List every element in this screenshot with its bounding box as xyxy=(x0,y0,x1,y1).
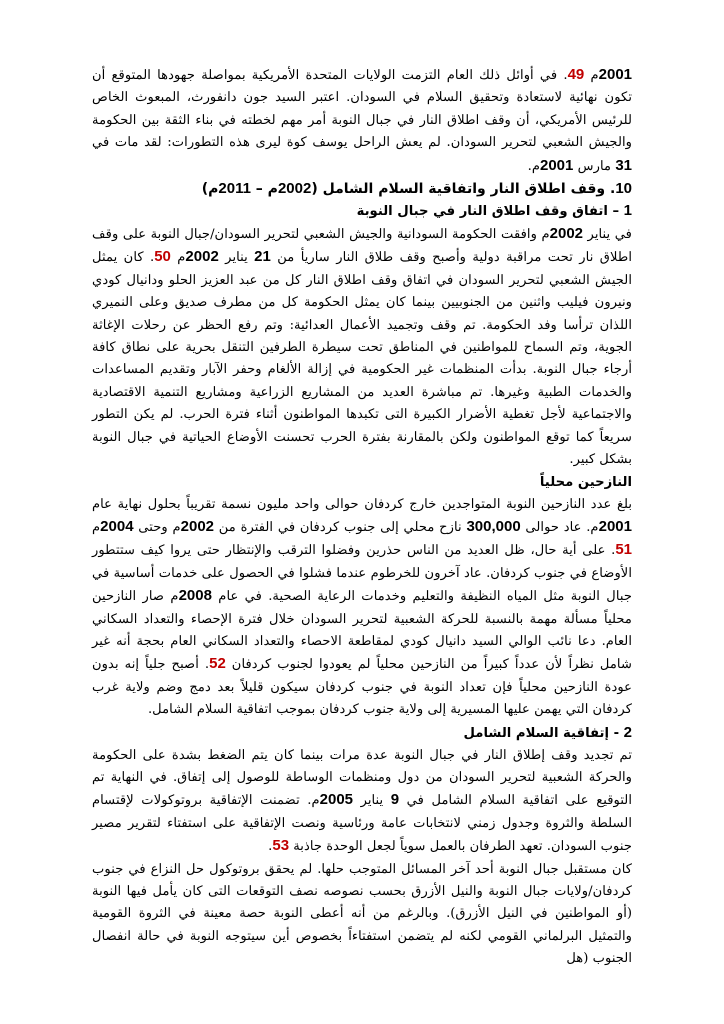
year: 2001 xyxy=(598,66,633,83)
section-heading-10: 10. وقف اطلاق النار واتفاقية السلام الشامل (2002م – 2011م) xyxy=(201,180,632,198)
displaced-paragraph: بلغ عدد النازحين النوبة المتواجدين خارج كردفان حوالى واحد مليون نسمة تقريباً بحلول نهاية عام 2001م. عاد حوالى 300,000 نازح محلي إلى جنوب كردفان في الفترة من 2002م وحتى 2004م 51. على أية حال، ظل العديد من الناس حذرين وفضلوا الترقب والإنتظار حتى يروا كيف ستتطور الأوضاع في جنوب كردفان. عاد آخرون للخرطوم عندما فشلوا في الحصول على خدمات أساسية في جبال النوبة مثل المياه النظيفة والتعليم وخدمات الرعاية الصحية. في عام 2008م صار النازحين محلياً مسألة مهمة بالنسبة للحركة الشعبية لتحرير السودان خلال فترة الإحصاء والتعداد السكاني العام. دعا نائب الوالي السيد دانيال كودي لمقاطعة الاحصاء والتعداد السكاني العام بحجة أنه غير شامل نظراً لأن عدداً كبيراً من النازحين محلياً لم يعودوا لجنوب كردفان 52. أصبح جلياً إنه بدون عودة النازحين محلياً فإن تعداد النوبة في جنوب كردفان سيكون قليلاً بعد دمج وضم ولاية غرب كردفان التي يهمن عليها المسيرية إلى ولاية جنوب كردفان بموجب اتفاقية السلام الشامل. xyxy=(92,496,632,718)
footnote-ref[interactable]: 52 xyxy=(209,655,226,673)
day: 31 xyxy=(615,156,632,174)
footnote-ref[interactable]: 49 xyxy=(567,66,585,83)
footnote-ref[interactable]: 51 xyxy=(615,541,632,559)
footnote-ref[interactable]: 50 xyxy=(154,248,171,266)
year: 2001 xyxy=(540,156,574,174)
cpa-paragraph: تم تجديد وقف إطلاق النار في جبال النوبة عدة مرات بينما كان يتم الضغط بشدة على الحكومة والحركة الشعبية لتحرير السودان من دول ومنظمات الوساطة للوصول إلى إتفاق. في النهاية تم التوقيع على اتفاقية السلام الشامل في 9 يناير 2005م. تضمنت الإتفاقية بروتوكولات لإقتسام السلطة والثروة وجدول زمني لانتخابات عامة ورئاسية ونصت الإتفاقية على استفتاء لتقرير مصير جنوب السودان. تعهد الطرفان بالعمل سوياً لجعل الوحدة جاذبة 53. xyxy=(92,747,632,855)
footnote-ref[interactable]: 53 xyxy=(272,837,290,855)
subsection-heading-ceasefire: 1 – اتفاق وقف اطلاق النار في جبال النوبة xyxy=(356,202,632,220)
subsection-heading-cpa: 2 - إتفاقية السلام الشامل xyxy=(463,723,632,741)
final-paragraph: كان مستقبل جبال النوبة أحد آخر المسائل المتوجب حلها. لم يحقق بروتوكول حل النزاع في جنوب كردفان/ولايات جبال النوبة والنيل الأزرق بحسب نصوصه نصف التوقعات التى كان يأمل فيها النوبة (أو المواطنين في النيل الأزرق). وبالرغم من أنه أعطى النوبة حصة معينة في الثروة القومية والتمثيل البرلماني القومي لكنه لم يتضمن استفتاءاً بخصوص أين سيتوجه النوبة في حالة انفصال الجنوب (هل xyxy=(92,861,632,967)
intro-paragraph: 2001م 49. في أوائل ذلك العام التزمت الولايات المتحدة الأمريكية بمواصلة جهودها المتوقع أن تكون نهائية لاستعادة وتحقيق السلام في السودان. اعتبر السيد جون دانفورث، المبعوث الخاص للرئيس الأمريكي، أن وقف اطلاق النار في جبال النوبة أمر مهم لخطته في بناء الثقة بين الحكومة والجيش الشعبي لتحرير السودان. لم يعش الراحل يوسف كوة ليرى هذه التطورات: لقد مات في 31 مارس 2001م. xyxy=(92,66,633,174)
subsection-heading-displaced: النازحين محلياً xyxy=(539,474,632,490)
ceasefire-paragraph: في يناير 2002م وافقت الحكومة السودانية والجيش الشعبي لتحرير السودان/جبال النوبة على وقف اطلاق نار تحت مراقبة دولية وأصبح وقف طلاق النار ساريأ من 21 يناير 2002م 50. كان يمثل الجيش الشعبي لتحرير السودان في اتفاق وقف اطلاق النار كل من عبد العزيز الحلو ودانيال كودي ونيرون فيليب واثنين من الجنوبيين بينما كان يمثل الحكومة كل من مطرف صديق وعلى النميري اللذان ترأسا وفد الحكومة. تم وقف وتجميد الأعمال العدائية: وتم رفع الحظر عن رحلات الإغاثة الجوية، وتم السماح للمواطنين في المناطق تحت سيطرة الطرفين التنقل بحرية على نطاق كافة أرجاء جبال النوبة. بدأت المنظمات غير الحكومية في إزالة الألغام وحفر الآبار وتقديم المساعدات والخدمات الطبية وغيرها. تم مباشرة العديد من المشاريع الزراعية ومشاريع التنمية الاقتصادية والاجتماعية لأجل تغطية الأضرار الكبيرة التى تكبدها المواطنون أثناء فترة الحرب. لم يكن التطور سريعاً كما توقع المواطنون ولكن بالمقارنة بفترة الحرب تحسنت الأوضاع الحياتية في جبال النوبة بشكل كبير. xyxy=(92,225,633,468)
